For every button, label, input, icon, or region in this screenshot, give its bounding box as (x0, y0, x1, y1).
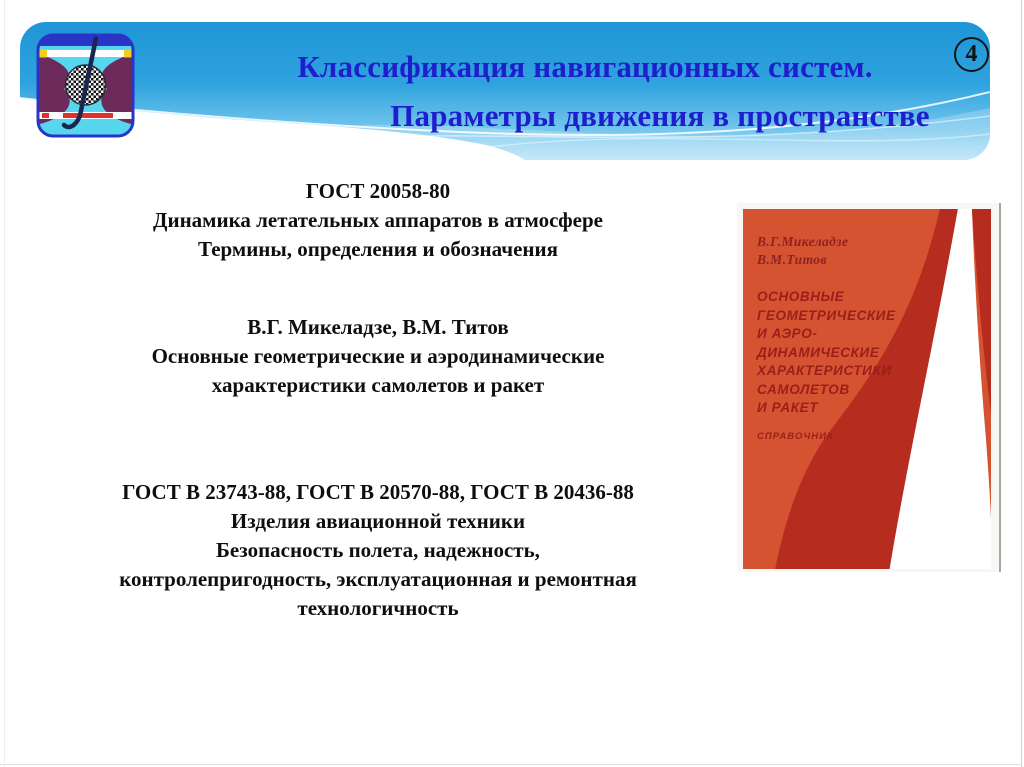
text-line: Динамика летательных аппаратов в атмосфере (153, 208, 603, 232)
text-line: Основные геометрические и аэродинамические (151, 344, 605, 368)
cover-title-line: ДИНАМИЧЕСКИЕ (757, 344, 880, 360)
book-cover-title (757, 288, 896, 418)
text-line: Термины, определения и обозначения (198, 237, 558, 261)
text-line: В.Г. Микеладзе, В.М. Титов (247, 315, 509, 339)
mikeladze-titov-block (44, 313, 712, 400)
slide-right-edge (1021, 0, 1022, 767)
cover-title-line: ГЕОМЕТРИЧЕСКИЕ (757, 307, 896, 323)
text-line: характеристики самолетов и ракет (211, 373, 545, 397)
cover-title-line: ХАРАКТЕРИСТИКИ (757, 363, 892, 378)
slide-body-text (44, 177, 712, 623)
cover-title-line: САМОЛЕТОВ (757, 381, 850, 397)
cover-title-line: И АЭРО- (757, 326, 818, 341)
page-number-badge: 4 (954, 37, 989, 72)
slide-title-line1: Классификация навигационных систем. (297, 49, 873, 84)
text-line: ГОСТ 20058-80 (305, 179, 451, 203)
text-line: ГОСТ В 23743-88, ГОСТ В 20570-88, ГОСТ В 20436-88 (122, 480, 634, 504)
cover-title-line: ОСНОВНЫЕ (757, 289, 845, 304)
text-line: контролепригодность, эксплуатационная и ремонтная (119, 567, 637, 591)
text-line: Безопасность полета, надежность, (216, 538, 540, 562)
slide-left-edge (4, 0, 5, 767)
book-cover-subtitle: СПРАВОЧНИК (757, 431, 834, 442)
text-line: Изделия авиационной техники (230, 509, 526, 533)
institute-logo-icon (36, 33, 135, 138)
banner-wave-background (20, 22, 990, 162)
slide-bottom-edge (0, 764, 1022, 765)
book-author-1: В.Г.Микеладзе (757, 234, 849, 249)
book-cover-image (737, 203, 1001, 572)
slide-title-line2: Параметры движения в пространстве (390, 98, 930, 133)
book-author-2: В.М.Титов (757, 251, 827, 267)
text-line: технологичность (297, 596, 459, 620)
gost-20058-block (44, 177, 712, 264)
book-cover (743, 209, 991, 569)
cover-title-line: И РАКЕТ (757, 400, 819, 415)
book-cover-authors (757, 233, 848, 268)
gost-v-block (44, 478, 712, 623)
